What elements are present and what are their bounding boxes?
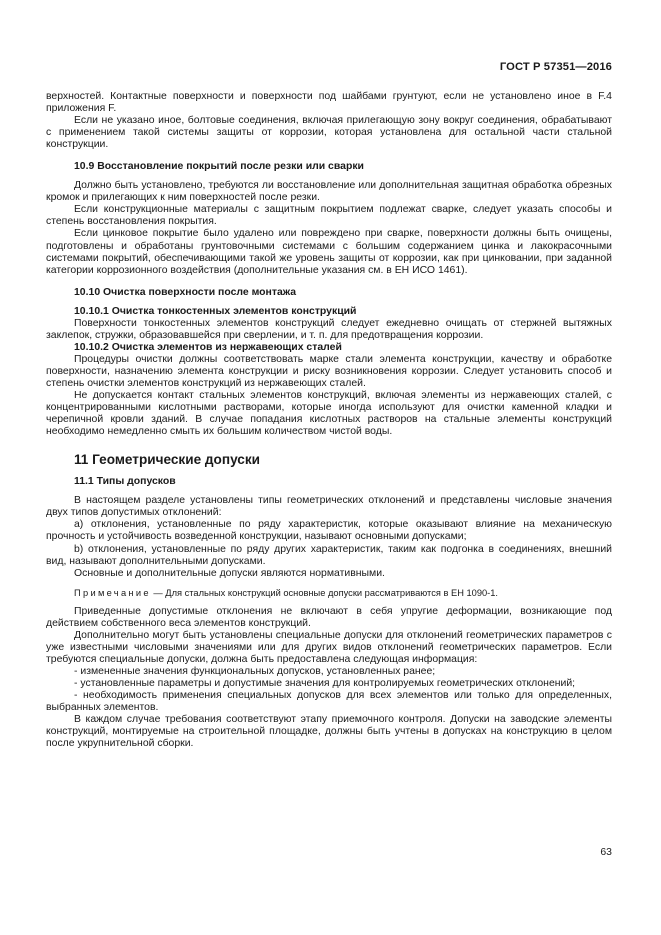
note-label: Примечание [74, 587, 151, 598]
paragraph: верхностей. Контактные поверхности и поверхности под шайбами грунтуют, если не установлено иное в F.4 приложения F. [46, 91, 612, 115]
paragraph: Должно быть установлено, требуются ли восстановление или дополнительная защитная обработка обрезных кромок и прилегающих к ним поверхностей после резки. [46, 180, 612, 204]
paragraph: Основные и дополнительные допуски являются нормативными. [74, 567, 385, 579]
section-heading-10-9: 10.9 Восстановление покрытий после резки или сварки [74, 161, 364, 173]
paragraph: Если конструкционные материалы с защитным покрытием подлежат сварке, следует указать способы и степень восстановления покрытия. [46, 204, 612, 228]
paragraph: Не допускается контакт стальных элементов конструкций, включая элементы из нержавеющих сталей, с концентрированными кислотными растворами, которые иногда используют для очистки каменной кладки и черепичной кровли зданий. В случае попадания кислотных растворов на стальные элементы конструкций необходимо немедленно смыть их большим количеством чистой воды. [46, 390, 612, 438]
section-heading-10-10: 10.10 Очистка поверхности после монтажа [74, 286, 297, 298]
list-item: - установленные параметры и допустимые значения для контролируемых геометрических отклонений; [74, 677, 576, 689]
section-heading-11: 11 Геометрические допуски [74, 452, 261, 468]
paragraph: Если цинковое покрытие было удалено или повреждено при сварке, поверхности должны быть очищены, подготовлены и обработаны грунтовочными системами с большим содержанием цинка и лакокрасочными системами покрытий, обеспечивающими такой же уровень защиты от коррозии, как при цинковании, при заданной категории коррозионного воздействия (дополнительные указания см. в ЕН ИСО 1461). [46, 228, 612, 276]
list-item: - измененные значения функциональных допусков, установленных ранее; [74, 665, 436, 677]
section-heading-10-10-1: 10.10.1 Очистка тонкостенных элементов конструкций [74, 305, 357, 317]
section-heading-10-10-2: 10.10.2 Очистка элементов из нержавеющих сталей [74, 341, 342, 353]
list-item: а) отклонения, установленные по ряду характеристик, которые оказывают влияние на механическую прочность и устойчивость возведенной конструкции, называют основными допусками; [46, 519, 612, 543]
paragraph: Дополнительно могут быть установлены специальные допуски для отклонений геометрических параметров с уже известными числовыми значениями или для других видов отклонений геометрических параметров. Если требуются специальные допуски, должна быть предоставлена следующая информация: [46, 629, 612, 665]
list-item: - необходимость применения специальных допусков для всех элементов или только для определенных, выбранных элементов. [46, 690, 612, 714]
section-heading-11-1: 11.1 Типы допусков [74, 476, 176, 488]
document-body [46, 91, 612, 750]
list-item: b) отклонения, установленные по ряду других характеристик, таким как подгонка в соединениях, внешний вид, называют дополнительными допусками. [46, 543, 612, 567]
note [46, 587, 612, 599]
page-number: 63 [600, 847, 612, 858]
note-text: — Для стальных конструкций основные допуски рассматриваются в ЕН 1090-1. [150, 587, 499, 598]
document-id-header: ГОСТ Р 57351—2016 [499, 61, 612, 73]
paragraph: Если не указано иное, болтовые соединения, включая прилегающую зону вокруг соединения, обрабатывают с применением такой системы защиты от коррозии, которая установлена для остальной части стальной конструкции. [46, 115, 612, 151]
paragraph: В каждом случае требования соответствуют этапу приемочного контроля. Допуски на заводские элементы конструкций, монтируемые на строительной площадке, должны быть учтены в допусках на конструкцию в целом после укрупнительной сборки. [46, 714, 612, 750]
paragraph: Приведенные допустимые отклонения не включают в себя упругие деформации, возникающие под действием собственного веса элементов конструкций. [46, 605, 612, 629]
paragraph: Поверхности тонкостенных элементов конструкций следует ежедневно очищать от стержней вытяжных заклепок, стружки, образовавшейся при сверлении, и т. п. для предотвращения коррозии. [46, 317, 612, 341]
paragraph: В настоящем разделе установлены типы геометрических отклонений и представлены числовые значения двух типов допустимых отклонений: [46, 495, 612, 519]
paragraph: Процедуры очистки должны соответствовать марке стали элемента конструкции, качеству и обработке поверхности, назначению элемента конструкции и риску возникновения коррозии. Следует установить способ и степень очистки элементов конструкций из нержавеющих сталей. [46, 353, 612, 389]
